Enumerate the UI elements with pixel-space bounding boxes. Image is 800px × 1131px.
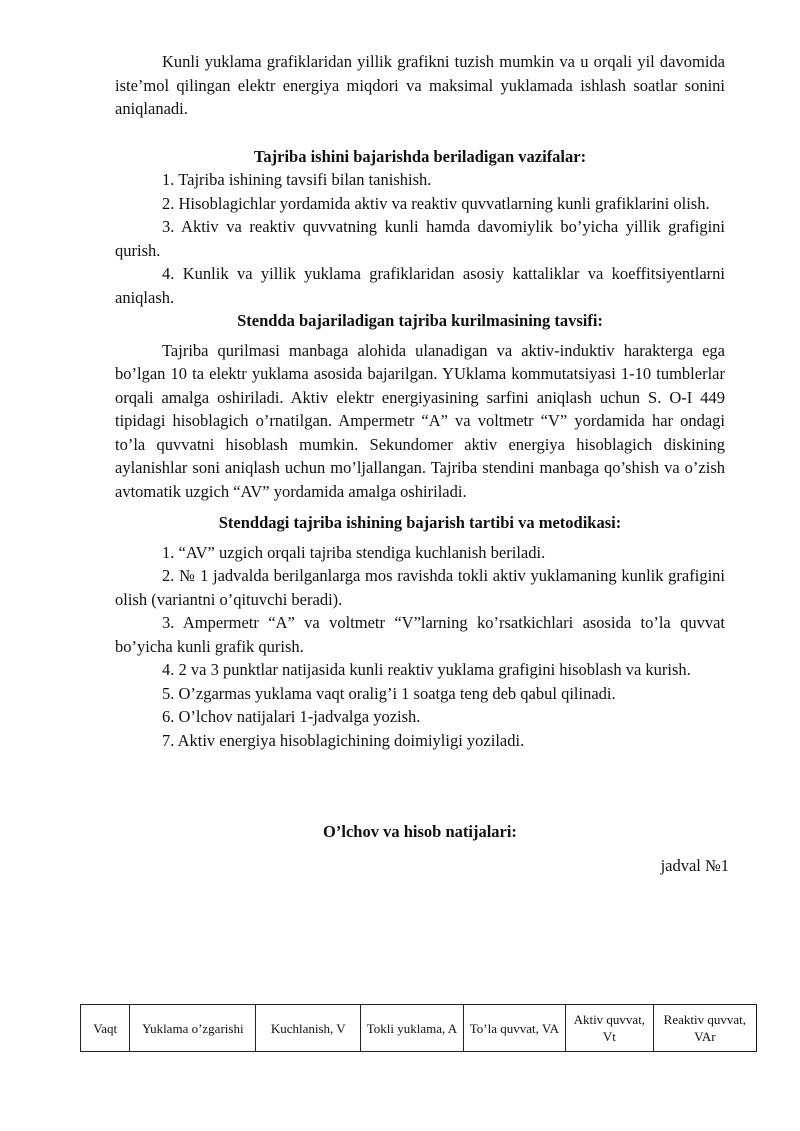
table-header-row [81,1005,757,1052]
procedure-item: 4. 2 va 3 punktlar natijasida kunli reaktiv yuklama grafigini hisoblash va kurish. [162,660,691,679]
table-header-cell: Yuklama o’zgarishi [130,1005,256,1052]
table-header-cell: Reaktiv quvvat, VAr [653,1005,756,1052]
task-item: 1. Tajriba ishining tavsifi bilan tanishish. [162,170,432,189]
task-item: 2. Hisoblagichlar yordamida aktiv va reaktiv quvvatlarning kunli grafiklarini olish. [162,193,710,213]
section-title-description: Stendda bajariladigan tajriba kurilmasining tavsifi: [237,311,603,330]
results-table [80,1004,757,1052]
section-title-tasks: Tajriba ishini bajarishda beriladigan vazifalar: [253,146,587,166]
procedure-item: 5. O’zgarmas yuklama vaqt oralig’i 1 soatga teng deb qabul qilinadi. [162,683,616,703]
procedure-item: 6. O’lchov natijalari 1-jadvalga yozish. [162,707,421,726]
table-header-cell: To’la quvvat, VA [463,1005,565,1052]
intro-paragraph: Kunli yuklama grafiklaridan yillik grafikni tuzish mumkin va u orqali yil davomida iste’mol qilingan elektr energiya miqdori va maksimal yuklamada ishlash soatlar sonini aniqlanadi. [115,52,725,118]
procedure-item: 3. Ampermetr “A” va voltmetr “V”larning ko’rsatkichlari asosida to’la quvvat bo’yicha kunli grafik qurish. [115,613,725,656]
procedure-item: 7. Aktiv energiya hisoblagichining doimiyligi yoziladi. [162,730,525,750]
section-title-results: O’lchov va hisob natijalari: [323,822,517,841]
table-header-cell: Aktiv quvvat, Vt [565,1005,653,1052]
description-paragraph: Tajriba qurilmasi manbaga alohida ulanadigan va aktiv-induktiv harakterga ega bo’lgan 10 ta elektr yuklama asosida bajarilgan. YUklama kommutatsiyasi 1-10 tumblerlar orqali amalga oshiriladi. Aktiv elektr energiyasining sarfini aniqlash uchun S. O-I 449 tipidagi hisoblagich o’rnatilgan. Ampermetr “A” va voltmetr “V” yordamida har ondagi to’la quvvatni hisoblash mumkin. Sekundomer aktiv energiya hisoblagich diskining aylanishlar soni aniqlash uchun mo’ljallangan. Tajriba stendini manbaga qo’shish va o’zish avtomatik uzgich “AV” yordamida amalga oshiriladi. [115,340,725,501]
procedure-item: 2. № 1 jadvalda berilganlarga mos ravishda tokli aktiv yuklamaning kunlik grafigini olish (variantni o’qituvchi beradi). [115,566,725,609]
task-item: 3. Aktiv va reaktiv quvvatning kunli hamda davomiylik bo’yicha yillik grafigini qurish. [115,217,725,260]
procedure-item: 1. “AV” uzgich orqali tajriba stendiga kuchlanish beriladi. [162,542,546,562]
table-label: jadval №1 [660,855,729,875]
document-page [115,50,729,877]
section-title-procedure: Stenddagi tajriba ishining bajarish tartibi va metodikasi: [218,513,622,532]
table-header-cell: Kuchlanish, V [256,1005,361,1052]
table-header-cell: Tokli yuklama, A [361,1005,464,1052]
task-item: 4. Kunlik va yillik yuklama grafiklaridan asosiy kattaliklar va koeffitsiyentlarni aniqlash. [115,264,725,307]
table-header-cell: Vaqt [81,1005,130,1052]
